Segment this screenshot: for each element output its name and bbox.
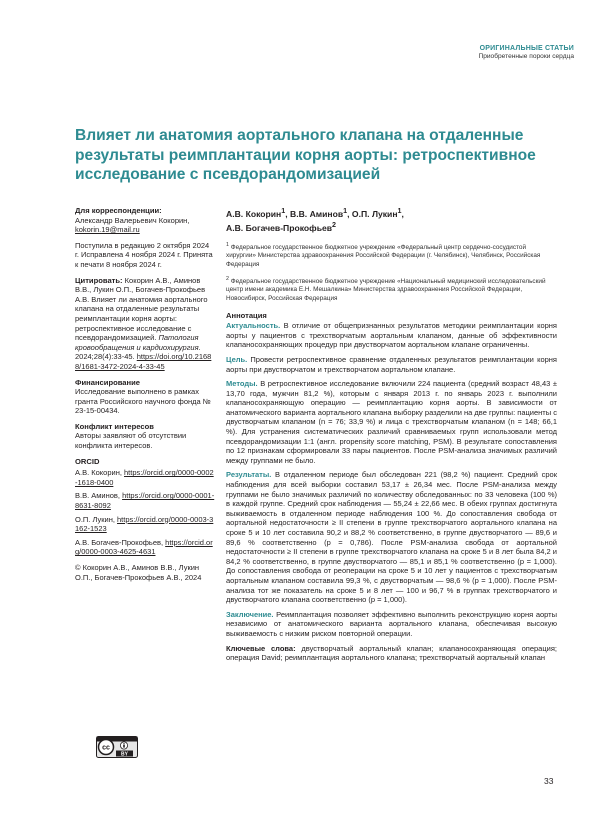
abstract-methods: [226, 379, 557, 465]
abstract-conclusion: [226, 610, 557, 639]
aim-text: Провести ретроспективное сравнение отдаленных результатов реимплантации корня аорты при двустворчатом и трехстворчатом аортальном клапане.: [226, 354, 557, 374]
abstract-results: [226, 470, 557, 604]
orcid-link[interactable]: https://orcid.org/0000-0003-4625-4631: [75, 537, 213, 557]
copyright-text: © Кокорин А.В., Аминов В.В., Лукин О.П., Богачев-Прокофьев А.В., 2024: [75, 563, 202, 582]
conflicts-block: [75, 422, 215, 451]
author-name: В.В. Аминов: [290, 208, 344, 219]
correspondence-heading: Для корреспонденции:: [75, 206, 162, 215]
conflicts-text: Авторы заявляют об отсутствии конфликта интересов.: [75, 431, 187, 451]
relevance-text: В отличие от общепризнанных результатов методики реимплантации корня аорты у пациентов с трехстворчатым аортальным клапаном, данные об эффективности клапаносохраняющих процедур при двустворчатом аортальном клапане ограниченны.: [226, 321, 557, 350]
citation-doi-link[interactable]: https://doi.org/10.21688/1681-3472-2024-4-33-45: [75, 352, 212, 371]
methods-label: Методы.: [226, 379, 258, 389]
funding-heading: Финансирование: [75, 377, 140, 387]
keywords: [226, 644, 557, 663]
by-text: BY: [121, 751, 128, 758]
orcid-author: В.В. Аминов,: [75, 491, 123, 501]
abstract-aim: [226, 355, 557, 374]
orcid-author: О.П. Лукин,: [75, 514, 118, 524]
author-sup: 2: [332, 220, 337, 229]
orcid-link[interactable]: https://orcid.org/0000-0003-3162-1523: [75, 514, 214, 534]
orcid-link[interactable]: https://orcid.org/0000-0001-8631-8092: [75, 491, 215, 511]
relevance-label: Актуальность.: [226, 321, 281, 331]
orcid-author: А.В. Богачев-Прокофьев,: [75, 537, 166, 547]
citation-tail: 2024;28(4):33-45.: [75, 352, 137, 362]
author-sep: ,: [285, 208, 290, 219]
running-header: [478, 45, 574, 60]
page-number: 33: [544, 776, 554, 786]
correspondence-block: [75, 206, 215, 235]
cc-by-icon: [96, 736, 138, 758]
affiliation: [226, 275, 557, 304]
main-column: [226, 206, 557, 668]
orcid-link[interactable]: https://orcid.org/0000-0002-1618-0400: [75, 468, 214, 487]
orcid-block: [75, 457, 215, 557]
citation-block: [75, 276, 215, 372]
author-sep: ,: [401, 208, 404, 219]
conclusion-label: Заключение.: [226, 609, 274, 619]
affiliation-text: Федеральное государственное бюджетное учреждение «Национальный медицинский исследовательский центр имени академика Е.Н. Мешалкина» Министерства здравоохранения Российской Федерации, Новосибирск, Российская Федерация: [226, 277, 546, 302]
orcid-item: [75, 515, 215, 534]
methods-text: В ретроспективное исследование включили 224 пациента (средний возраст 48,43 ± 13,70 года, мужчин 81,2 %), которым с января 2013 г. по январь 2023 г. выполнили клапаносохраняющую операцию — реимплантацию корня аорты. В зависимости от анатомического варианта аортального клапана выборку разделили на две группы: пациенты с двустворчатым клапаном (n = 76; 33,9 %) и лица с трехстворчатым клапаном (n = 148; 66,1 %). Для устранения систематических различий сравниваемых групп использовали метод псевдорандомизации 1:1 (англ. propensity score matching, PSM). В результате сопоставления по 12 признакам сформировали 33 пары пациентов. После PSM-анализа значимых различий между группами не было.: [226, 379, 557, 465]
orcid-heading: ORCID: [75, 456, 100, 466]
conflicts-heading: Конфликт интересов: [75, 421, 154, 431]
author-sup: 1: [397, 207, 402, 215]
affiliation-num: 1: [226, 241, 229, 248]
article-title: Влияет ли анатомия аортального клапана на отдаленные результаты реимплантации корня аорты: ретроспективное исследование с псевдорандомизацией: [75, 127, 536, 183]
results-text: В отдаленном периоде был обследован 221 (98,2 %) пациент. Средний срок наблюдения для всей выборки составил 53,17 ± 26,34 мес. После PSM-анализа между группами не было значимых различий по количеству обследованных: по 33 человека (100 %) в каждой группе. Средний срок наблюдения — 55,24 ± 22,66 мес. В обеих группах достигнута выживаемость в отдаленном периоде наблюдения 100 %. До сопоставления свобода от аортальной недостаточности ≥ II степени в группе трехстворчатого аортального клапана на сроке 5 и 10 лет составила 90,2 и 88,2 % соответственно, в группе двустворчатого — 89,6 и 89,6 % соответственно (p = 0,786). После PSM-анализа свобода от аортальной недостаточности ≥ II степени в группе трехстворчатого клапана на сроке 5 и 8 лет была 84,2 и 84,2 % соответственно, в группе двустворчатого — 85,1 и 85,1 % соответственно (p = 1,000). До сопоставления свобода от реоперации на сроке 5 и 10 лет у пациентов с трехстворчатым аортальным клапаном составила 99,3 %, с двустворчатым — 98,6 % (p = 1,000). После PSM-анализа тот же показатель на сроке 5 и 8 лет — 100 и 96,7 % в группах трехстворчатого и двустворчатого клапана соответственно (p = 1,000).: [226, 470, 557, 605]
dates-block: Поступила в редакцию 2 октября 2024 г. Исправлена 4 ноября 2024 г. Принята к печати 8 ноября 2024 г.: [75, 240, 213, 269]
orcid-item: [75, 491, 215, 510]
abstract-relevance: [226, 321, 557, 350]
affiliation-text: Федеральное государственное бюджетное учреждение «Федеральный центр сердечно-сосудистой хирургии» Министерства здравоохранения Российской Федерации (г. Челябинск), Челябинск, Российская Федерация: [226, 243, 541, 269]
section-label: ОРИГИНАЛЬНЫЕ СТАТЬИ: [479, 45, 574, 52]
author-sup: 1: [281, 207, 286, 215]
cc-text: cc: [102, 744, 110, 752]
affiliation-num: 2: [226, 275, 229, 282]
citation-journal: Патология кровообращения и кардиохирургия.: [75, 333, 201, 352]
keywords-label: Ключевые слова:: [226, 643, 296, 653]
keywords-text: двустворчатый аортальный клапан; клапаносохраняющая операция; операция David; реимплантация аортального клапана; трехстворчатый аортальный клапан: [226, 643, 557, 663]
author-list: [226, 206, 557, 234]
sidebar: [75, 206, 215, 582]
aim-label: Цель.: [226, 354, 248, 364]
orcid-item: [75, 538, 215, 557]
citation-heading: Цитировать:: [75, 275, 123, 285]
abstract-heading: Аннотация: [226, 310, 267, 320]
author-name: А.В. Богачев-Прокофьев: [226, 222, 333, 233]
affiliation: [226, 241, 557, 270]
results-label: Результаты.: [226, 470, 272, 480]
orcid-author: А.В. Кокорин,: [75, 468, 125, 478]
author-sup: 1: [343, 207, 348, 215]
author-name: А.В. Кокорин: [226, 208, 282, 219]
orcid-item: [75, 468, 215, 487]
funding-block: [75, 378, 215, 416]
correspondence-email-link[interactable]: kokorin.19@mail.ru: [75, 225, 140, 235]
author-sep: ,: [347, 208, 352, 219]
funding-text: Исследование выполнено в рамках гранта Российского научного фонда № 23-15-00434.: [75, 387, 211, 416]
citation-text: Кокорин А.В., Аминов В.В., Лукин О.П., Богачев-Прокофьев А.В. Влияет ли анатомия аортального клапана на отдаленные результаты реимплантации корня аорты: ретроспективное исследование с псевдорандомизацией.: [75, 275, 208, 343]
conclusion-text: Реимплантация позволяет эффективно выполнить реконструкцию корня аорты независимо от анатомического варианта аортального клапана, обеспечивая высокую выживаемость с низким риском повторной операции.: [226, 609, 557, 638]
subsection-label: Приобретенные пороки сердца: [478, 53, 574, 60]
author-name: О.П. Лукин: [351, 208, 398, 219]
correspondence-name: Александр Валерьевич Кокорин,: [75, 215, 190, 225]
